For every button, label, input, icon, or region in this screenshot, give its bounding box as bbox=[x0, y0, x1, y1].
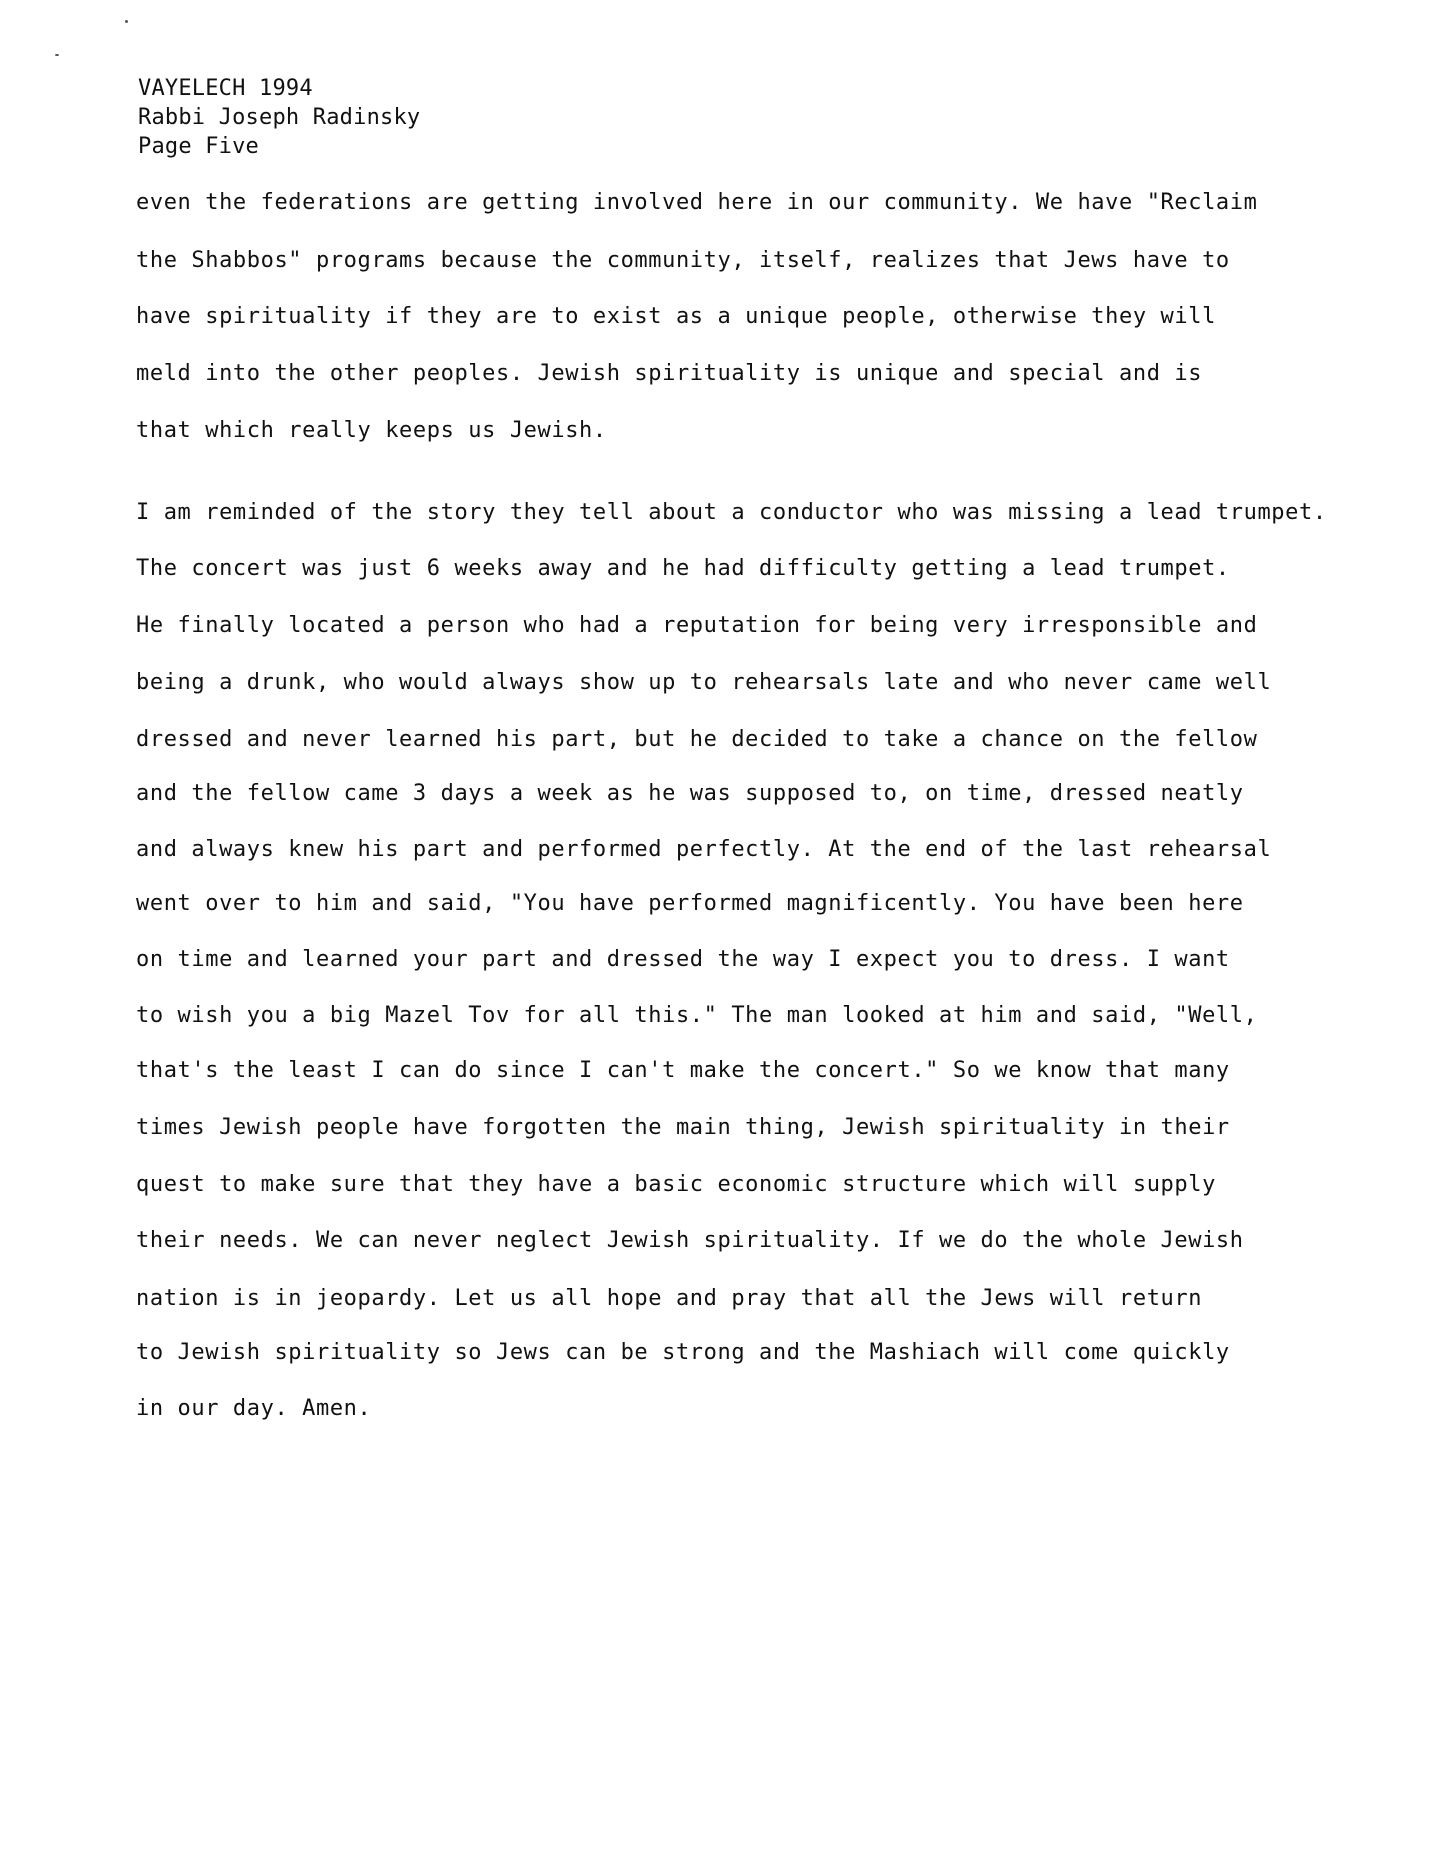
text-line: to Jewish spirituality so Jews can be strong and the Mashiach will come quickly bbox=[136, 1340, 1230, 1365]
text-line: dressed and never learned his part, but he decided to take a chance on the fellow bbox=[136, 727, 1258, 752]
text-line: in our day. Amen. bbox=[136, 1396, 372, 1421]
text-line: and always knew his part and performed perfectly. At the end of the last rehearsal bbox=[136, 837, 1272, 862]
scan-speck bbox=[55, 54, 59, 56]
document-title: VAYELECH 1994 bbox=[138, 76, 313, 101]
text-line: nation is in jeopardy. Let us all hope and pray that all the Jews will return bbox=[136, 1286, 1203, 1311]
text-line: quest to make sure that they have a basic economic structure which will supply bbox=[136, 1172, 1216, 1197]
text-line: went over to him and said, "You have performed magnificently. You have been here bbox=[136, 891, 1244, 916]
text-line: He finally located a person who had a reputation for being very irresponsible and bbox=[136, 613, 1258, 638]
text-line: have spirituality if they are to exist as a unique people, otherwise they will bbox=[136, 304, 1216, 329]
text-line: their needs. We can never neglect Jewish spirituality. If we do the whole Jewish bbox=[136, 1228, 1244, 1253]
text-line: even the federations are getting involved here in our community. We have "Reclaim bbox=[136, 190, 1258, 215]
text-line: being a drunk, who would always show up to rehearsals late and who never came well bbox=[136, 670, 1272, 695]
text-line: on time and learned your part and dressed the way I expect you to dress. I want bbox=[136, 947, 1230, 972]
scan-speck bbox=[125, 20, 128, 23]
page-number: Page Five bbox=[138, 134, 260, 159]
text-line: and the fellow came 3 days a week as he was supposed to, on time, dressed neatly bbox=[136, 781, 1244, 806]
document-header bbox=[138, 74, 420, 161]
text-line: that's the least I can do since I can't make the concert." So we know that many bbox=[136, 1058, 1230, 1083]
text-line: the Shabbos" programs because the community, itself, realizes that Jews have to bbox=[136, 248, 1230, 273]
document-author: Rabbi Joseph Radinsky bbox=[138, 105, 421, 130]
text-line: to wish you a big Mazel Tov for all this." The man looked at him and said, "Well, bbox=[136, 1003, 1258, 1028]
text-line: times Jewish people have forgotten the main thing, Jewish spirituality in their bbox=[136, 1115, 1230, 1140]
text-line: meld into the other peoples. Jewish spirituality is unique and special and is bbox=[136, 361, 1203, 386]
text-line: I am reminded of the story they tell about a conductor who was missing a lead trumpet. bbox=[136, 500, 1327, 525]
text-line: The concert was just 6 weeks away and he had difficulty getting a lead trumpet. bbox=[136, 556, 1230, 581]
text-line: that which really keeps us Jewish. bbox=[136, 418, 607, 443]
